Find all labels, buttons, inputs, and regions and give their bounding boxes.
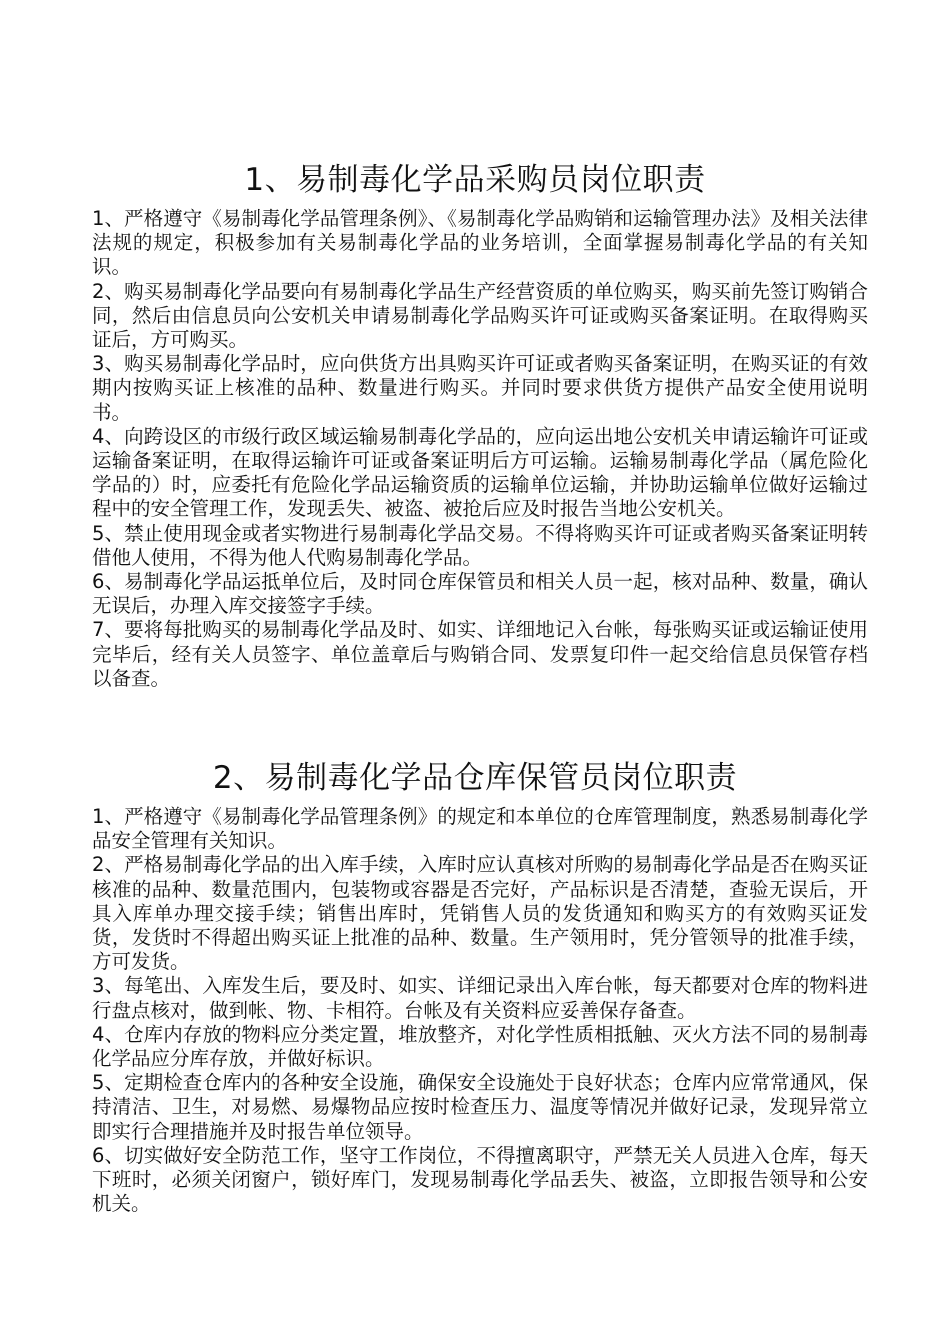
duty-item: 5、禁止使用现金或者实物进行易制毒化学品交易。不得将购买许可证或者购买备案证明转借他人使用，不得为他人代购易制毒化学品。 bbox=[92, 521, 868, 569]
duty-item: 5、定期检查仓库内的各种安全设施，确保安全设施处于良好状态；仓库内应常常通风，保持清洁、卫生，对易燃、易爆物品应按时检查压力、温度等情况并做好记录，发现异常立即实行合理措施并及时报告单位领导。 bbox=[92, 1071, 868, 1143]
duty-item: 3、每笔出、入库发生后，要及时、如实、详细记录出入库台帐，每天都要对仓库的物料进行盘点核对，做到帐、物、卡相符。台帐及有关资料应妥善保存备查。 bbox=[92, 974, 868, 1022]
duty-item: 2、购买易制毒化学品要向有易制毒化学品生产经营资质的单位购买，购买前先签订购销合同，然后由信息员向公安机关申请易制毒化学品购买许可证或购买备案证明。在取得购买证后，方可购买。 bbox=[92, 279, 868, 352]
duty-item: 2、严格易制毒化学品的出入库手续，入库时应认真核对所购的易制毒化学品是否在购买证核准的品种、数量范围内，包装物或容器是否完好，产品标识是否清楚，查验无误后，开具入库单办理交接手续；销售出库时，凭销售人员的发货通知和购买方的有效购买证发货，发货时不得超出购买证上批准的品种、数量。生产领用时，凭分管领导的批准手续，方可发货。 bbox=[92, 853, 868, 974]
section-title-warehouse: 2、易制毒化学品仓库保管员岗位职责 bbox=[212, 760, 738, 796]
warehouse-duties-list bbox=[92, 805, 868, 1216]
procurement-duties-list bbox=[92, 207, 868, 691]
duty-item: 4、仓库内存放的物料应分类定置，堆放整齐，对化学性质相抵触、灭火方法不同的易制毒化学品应分库存放，并做好标识。 bbox=[92, 1022, 868, 1071]
section-title-procurement: 1、易制毒化学品采购员岗位职责 bbox=[244, 162, 706, 198]
duty-item: 6、易制毒化学品运抵单位后，及时同仓库保管员和相关人员一起，核对品种、数量，确认无误后，办理入库交接签字手续。 bbox=[92, 570, 868, 618]
duty-item: 4、向跨设区的市级行政区域运输易制毒化学品的，应向运出地公安机关申请运输许可证或运输备案证明，在取得运输许可证或备案证明后方可运输。运输易制毒化学品（属危险化学品的）时，应委托有危险化学品运输资质的运输单位运输，并协助运输单位做好运输过程中的安全管理工作，发现丢失、被盗、被抢后应及时报告当地公安机关。 bbox=[92, 424, 868, 521]
duty-item: 1、严格遵守《易制毒化学品管理条例》的规定和本单位的仓库管理制度，熟悉易制毒化学品安全管理有关知识。 bbox=[92, 805, 868, 853]
duty-item: 6、切实做好安全防范工作，坚守工作岗位，不得擅离职守，严禁无关人员进入仓库，每天下班时，必须关闭窗户，锁好库门，发现易制毒化学品丢失、被盗，立即报告领导和公安机关。 bbox=[92, 1143, 868, 1216]
duty-item: 1、严格遵守《易制毒化学品管理条例》、《易制毒化学品购销和运输管理办法》及相关法律法规的规定，积极参加有关易制毒化学品的业务培训，全面掌握易制毒化学品的有关知识。 bbox=[92, 207, 868, 279]
duty-item: 7、要将每批购买的易制毒化学品及时、如实、详细地记入台帐，每张购买证或运输证使用完毕后，经有关人员签字、单位盖章后与购销合同、发票复印件一起交给信息员保管存档以备查。 bbox=[92, 618, 868, 690]
duty-item: 3、购买易制毒化学品时，应向供货方出具购买许可证或者购买备案证明，在购买证的有效期内按购买证上核准的品种、数量进行购买。并同时要求供货方提供产品安全使用说明书。 bbox=[92, 352, 868, 424]
